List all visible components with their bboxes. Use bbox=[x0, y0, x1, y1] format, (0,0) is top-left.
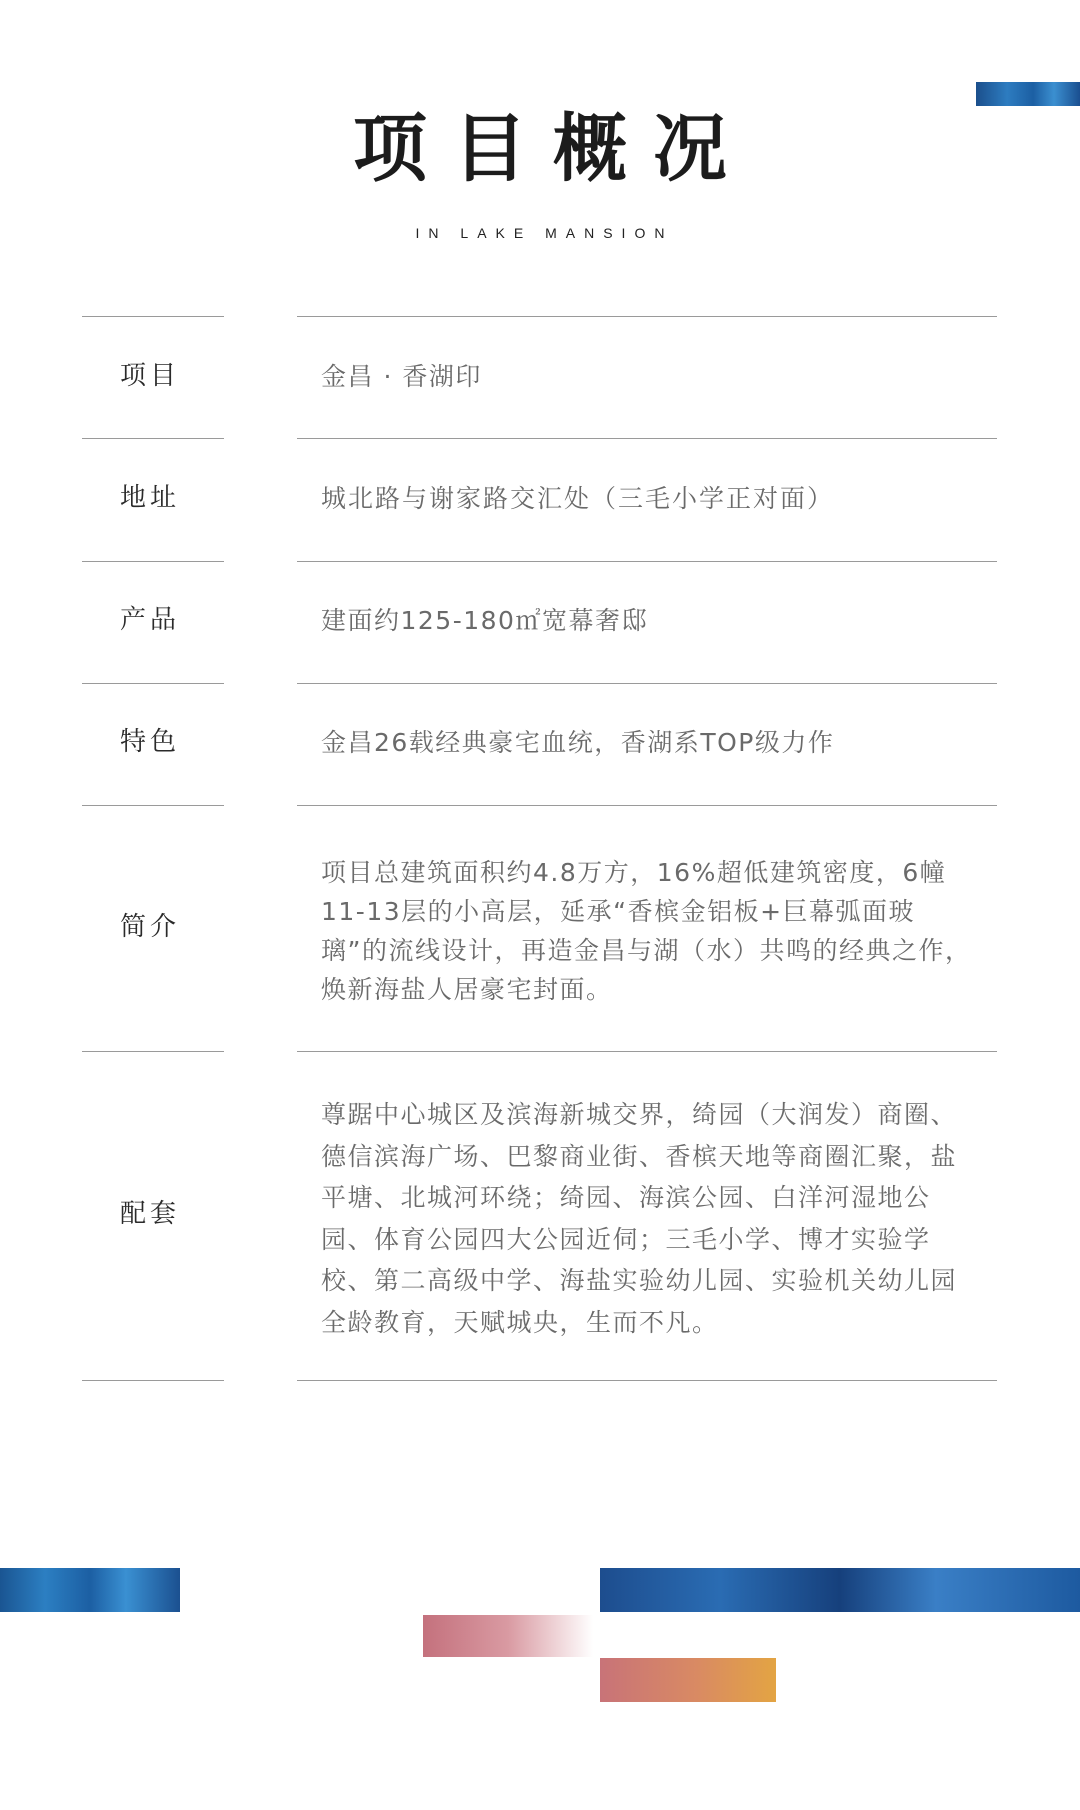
row-value-address: 城北路与谢家路交汇处（三毛小学正对面） bbox=[321, 484, 835, 513]
row-divider-left bbox=[82, 561, 224, 562]
row-label-amenities: 配套 bbox=[120, 1199, 181, 1229]
row-divider-left bbox=[82, 683, 224, 684]
decor-orange-gradient-bar bbox=[600, 1658, 776, 1702]
row-divider-right bbox=[297, 805, 997, 806]
row-label-project: 项目 bbox=[120, 361, 181, 391]
row-divider-right bbox=[297, 561, 997, 562]
decor-pink-gradient-bar bbox=[423, 1615, 593, 1657]
row-value-product: 建面约125-180㎡宽幕奢邸 bbox=[321, 606, 648, 635]
row-label-feature: 特色 bbox=[120, 727, 181, 757]
row-label-product: 产品 bbox=[120, 605, 181, 635]
row-value-feature: 金昌26载经典豪宅血统，香湖系TOP级力作 bbox=[321, 728, 835, 757]
row-divider-left bbox=[82, 1051, 224, 1052]
row-divider-left bbox=[82, 1380, 224, 1381]
row-divider-right bbox=[297, 683, 997, 684]
decor-blue-bar-bottom-left bbox=[0, 1568, 180, 1612]
row-value-amenities: 尊踞中心城区及滨海新城交界，绮园（大润发）商圈、德信滨海广场、巴黎商业街、香槟天地等商圈汇聚，盐平塘、北城河环绕；绮园、海滨公园、白洋河湿地公园、体育公园四大公园近伺；三毛小学、博才实验学校、第二高级中学、海盐实验幼儿园、实验机关幼儿园全龄教育，天赋城央，生而不凡。 bbox=[321, 1100, 958, 1337]
row-divider-right bbox=[297, 316, 997, 317]
row-divider-right bbox=[297, 1380, 997, 1381]
decor-blue-bar-top-right bbox=[976, 82, 1080, 106]
page-title: 项目概况 bbox=[353, 106, 753, 192]
page-subtitle: IN LAKE MANSION bbox=[415, 225, 674, 241]
row-divider-left bbox=[82, 316, 224, 317]
row-value-intro: 项目总建筑面积约4.8万方，16%超低建筑密度，6幢11-13层的小高层，延承“香槟金铝板+巨幕弧面玻璃”的流线设计，再造金昌与湖（水）共鸣的经典之作，焕新海盐人居豪宅封面。 bbox=[321, 858, 972, 1004]
row-value-project: 金昌 · 香湖印 bbox=[321, 362, 482, 391]
row-divider-left bbox=[82, 805, 224, 806]
row-label-address: 地址 bbox=[120, 483, 181, 513]
row-label-intro: 简介 bbox=[120, 912, 181, 942]
row-divider-right bbox=[297, 1051, 997, 1052]
row-divider-right bbox=[297, 438, 997, 439]
decor-blue-bar-bottom-right bbox=[600, 1568, 1080, 1612]
row-divider-left bbox=[82, 438, 224, 439]
